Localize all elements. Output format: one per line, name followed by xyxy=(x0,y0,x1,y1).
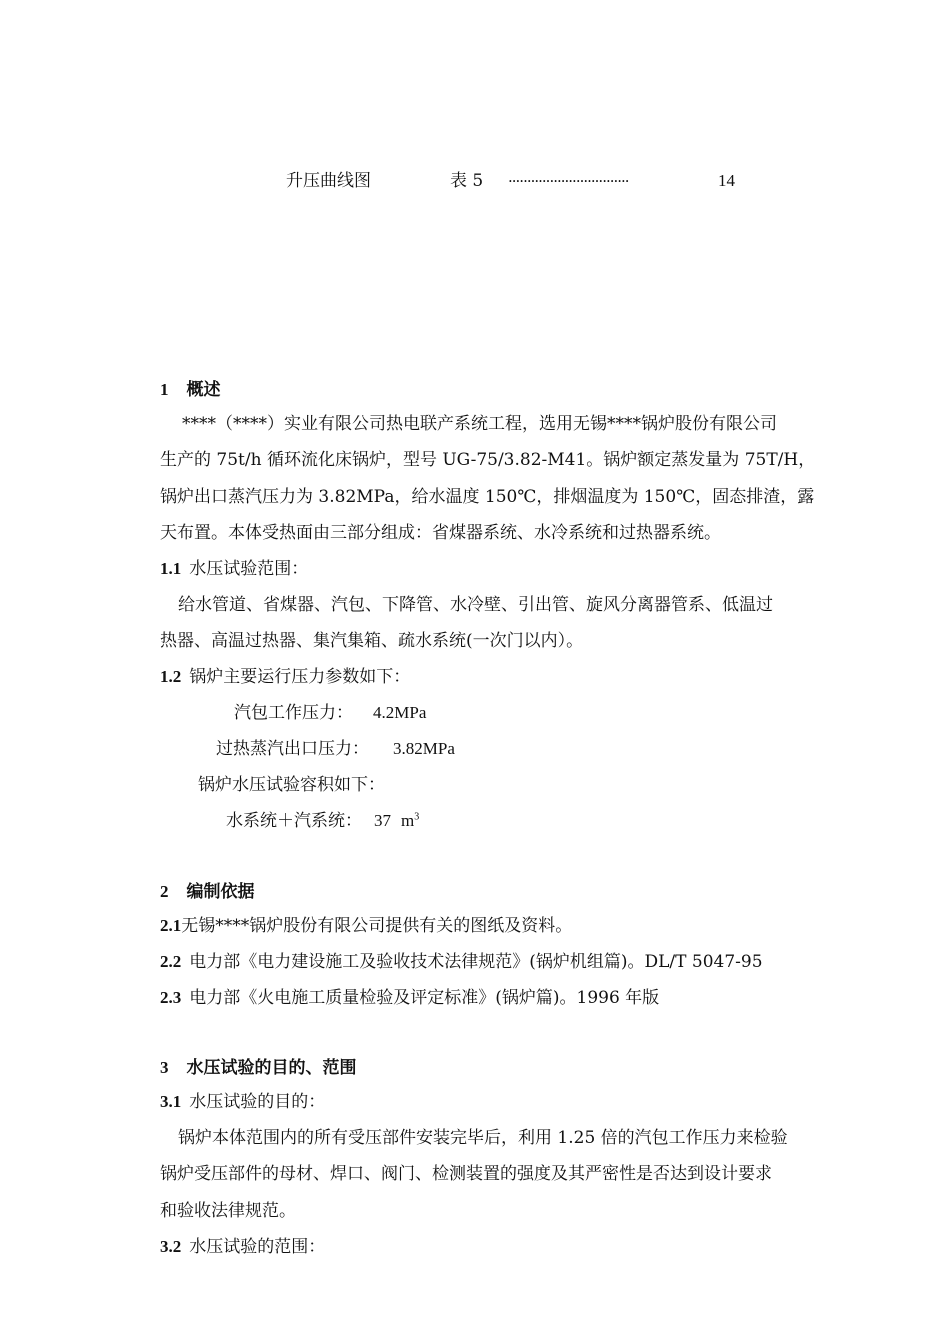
section-title: 水压试验的目的、范围 xyxy=(186,1058,357,1078)
reference-item xyxy=(160,986,659,1010)
subsection-title: 水压试验的范围： xyxy=(189,1237,326,1257)
volume-row xyxy=(226,809,419,833)
paragraph-line: 热器、高温过热器、集汽集箱、疏水系统(一次门以内）。 xyxy=(160,631,584,651)
drum-pressure-value: 4.2MPa xyxy=(373,703,427,722)
paragraph-line: 锅炉本体范围内的所有受压部件安装完毕后，利用 1.25 倍的汽包工作压力来检验 xyxy=(178,1128,788,1148)
reference-number: 2.1 xyxy=(160,916,182,935)
drum-pressure-row xyxy=(234,701,426,725)
steam-pressure-value: 3.82MPa xyxy=(393,739,455,758)
toc-title: 升压曲线图 xyxy=(286,171,371,191)
volume-label: 水系统＋汽系统： xyxy=(226,811,362,831)
paragraph-line: 天布置。本体受热面由三部分组成：省煤器系统、水冷系统和过热器系统。 xyxy=(160,523,721,543)
paragraph-line: 锅炉出口蒸汽压力为 3.82MPa，给水温度 150℃，排烟温度为 150℃，固态排渣，露 xyxy=(160,487,815,507)
subsection-number: 1.2 xyxy=(160,667,182,686)
section-title: 概述 xyxy=(186,380,221,400)
section-number: 1 xyxy=(160,380,169,399)
reference-number: 2.3 xyxy=(160,988,182,1007)
section-number: 2 xyxy=(160,882,169,901)
reference-text: 电力部《电力建设施工及验收技术法律规范》(锅炉机组篇)。DL/T 5047-95 xyxy=(189,952,763,972)
section-number: 3 xyxy=(160,1058,169,1077)
volume-unit: m xyxy=(401,811,415,830)
toc-table-ref: 表 5 xyxy=(450,171,484,191)
paragraph-line: 锅炉受压部件的母材、焊口、阀门、检测装置的强度及其严密性是否达到设计要求 xyxy=(160,1164,772,1184)
paragraph-line: 生产的 75t/h 循环流化床锅炉，型号 UG-75/3.82-M41。锅炉额定蒸发量为 75T/H， xyxy=(160,450,816,470)
reference-item xyxy=(160,914,572,938)
subsection-number: 3.2 xyxy=(160,1237,182,1256)
subsection-3-2-heading xyxy=(160,1235,325,1259)
subsection-1-2-heading xyxy=(160,665,410,689)
subsection-3-1-heading xyxy=(160,1090,325,1114)
paragraph-line: 给水管道、省煤器、汽包、下降管、水冷壁、引出管、旋风分离器管系、低温过 xyxy=(178,595,773,615)
volume-value: 37 xyxy=(374,811,391,830)
subsection-number: 1.1 xyxy=(160,559,182,578)
drum-pressure-label: 汽包工作压力： xyxy=(234,703,353,723)
paragraph-line: ****（****）实业有限公司热电联产系统工程，选用无锡****锅炉股份有限公司 xyxy=(182,414,777,434)
subsection-title: 水压试验的目的： xyxy=(189,1092,326,1112)
reference-number: 2.2 xyxy=(160,952,182,971)
section-title: 编制依据 xyxy=(186,882,255,902)
volume-unit-superscript: 3 xyxy=(414,811,420,823)
section-3-heading xyxy=(160,1056,357,1080)
toc-page-number: 14 xyxy=(718,171,735,190)
subsection-title: 水压试验范围： xyxy=(189,559,309,579)
reference-text: 无锡****锅炉股份有限公司提供有关的图纸及资料。 xyxy=(181,916,573,936)
paragraph-line: 和验收法律规范。 xyxy=(160,1201,296,1221)
subsection-1-1-heading xyxy=(160,557,308,581)
steam-pressure-label: 过热蒸汽出口压力： xyxy=(216,739,369,759)
steam-pressure-row xyxy=(216,737,455,761)
toc-dot-leader: ································ xyxy=(508,172,629,190)
section-2-heading xyxy=(160,880,255,904)
subsection-number: 3.1 xyxy=(160,1092,182,1111)
subsection-title: 锅炉主要运行压力参数如下： xyxy=(189,667,411,687)
reference-text: 电力部《火电施工质量检验及评定标准》(锅炉篇)。1996 年版 xyxy=(189,988,660,1008)
section-1-heading xyxy=(160,378,221,402)
volume-title: 锅炉水压试验容积如下： xyxy=(198,775,385,795)
reference-item xyxy=(160,950,763,974)
